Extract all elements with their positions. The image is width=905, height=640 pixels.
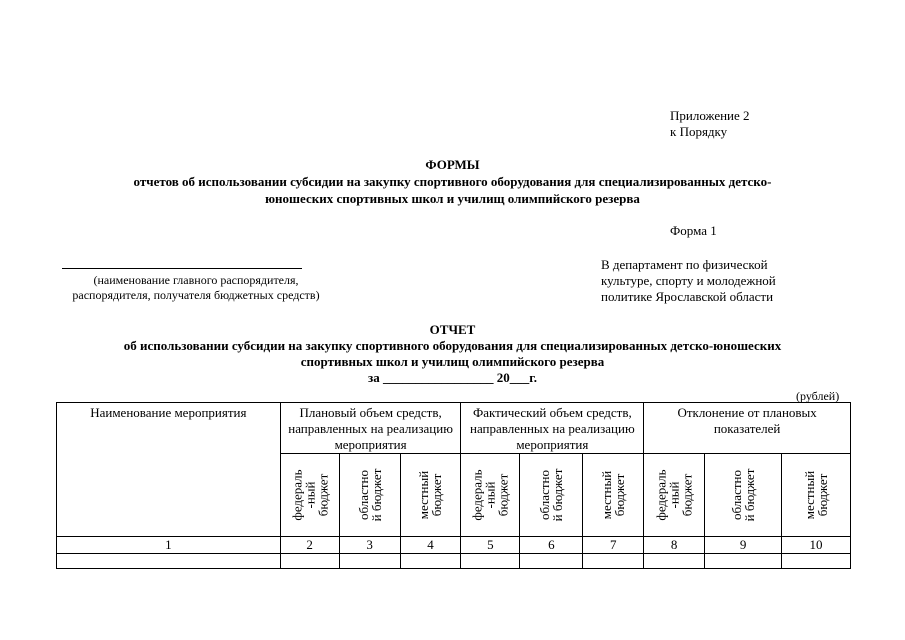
table-cell (339, 554, 400, 569)
sender-caption-line-1: (наименование главного распорядителя, (93, 273, 299, 287)
sender-line (62, 268, 302, 269)
report-heading (0, 322, 905, 386)
column-group-deviation-label: Отклонение от плановых показателей (677, 405, 817, 436)
table-cell (644, 554, 705, 569)
subheader-planned-local (400, 454, 461, 537)
table-cell (280, 554, 339, 569)
subheader-label: федераль -ный бюджет (289, 469, 331, 521)
table-cell (583, 554, 644, 569)
column-number: 5 (461, 537, 520, 554)
column-number: 7 (583, 537, 644, 554)
column-number: 9 (705, 537, 782, 554)
subheader-deviation-regional (705, 454, 782, 537)
column-number: 6 (520, 537, 583, 554)
column-number: 10 (782, 537, 851, 554)
recipient-block (601, 257, 776, 305)
report-period: за _________________ 20___г. (368, 370, 537, 385)
table-cell (400, 554, 461, 569)
subheader-label: областно й бюджет (537, 468, 566, 522)
column-number: 2 (280, 537, 339, 554)
table-empty-row (57, 554, 851, 569)
report-table (56, 402, 851, 569)
forms-subtitle-line-2: юношеских спортивных школ и училищ олимпийского резерва (265, 191, 640, 206)
table-header-row (57, 403, 851, 454)
forms-title: ФОРМЫ (425, 157, 480, 172)
subheader-planned-regional (339, 454, 400, 537)
appendix-line-2: к Порядку (670, 124, 728, 139)
column-number: 4 (400, 537, 461, 554)
column-group-planned-label: Плановый объем средств, направленных на реализацию мероприятия (288, 405, 453, 452)
report-subtitle-line-1: об использовании субсидии на закупку спортивного оборудования для специализированных детско-юношеских (123, 338, 782, 353)
subheader-deviation-local (782, 454, 851, 537)
column-header-event (57, 403, 281, 537)
subheader-deviation-federal (644, 454, 705, 537)
appendix-line-1: Приложение 2 (670, 108, 750, 123)
column-group-deviation (644, 403, 851, 454)
table-cell (705, 554, 782, 569)
forms-subtitle-line-1: отчетов об использовании субсидии на закупку спортивного оборудования для специализированных детско- (133, 174, 772, 189)
column-group-actual (461, 403, 644, 454)
units-label: (рублей) (796, 389, 840, 403)
subheader-actual-local (583, 454, 644, 537)
table-cell (57, 554, 281, 569)
column-numbers-row (57, 537, 851, 554)
report-title: ОТЧЕТ (429, 322, 476, 337)
column-number: 8 (644, 537, 705, 554)
recipient-line-1: В департамент по физической (601, 257, 768, 272)
sender-caption-line-2: распорядителя, получателя бюджетных средств) (72, 288, 320, 302)
column-header-event-label: Наименование мероприятия (90, 405, 247, 420)
subheader-actual-regional (520, 454, 583, 537)
subheader-planned-federal (280, 454, 339, 537)
subheader-label: местный бюджет (802, 470, 830, 520)
column-number: 1 (57, 537, 281, 554)
report-subtitle-line-2: спортивных школ и училищ олимпийского резерва (300, 354, 605, 369)
subheader-label: местный бюджет (599, 470, 628, 520)
table-cell (461, 554, 520, 569)
table-cell (520, 554, 583, 569)
form-number: Форма 1 (670, 223, 717, 238)
forms-heading (0, 156, 905, 207)
subheader-actual-federal (461, 454, 520, 537)
subheader-label: федераль -ный бюджет (469, 469, 511, 521)
subheader-label: федераль -ный бюджет (653, 469, 695, 521)
recipient-line-2: культуре, спорту и молодежной (601, 273, 776, 288)
column-group-planned (280, 403, 461, 454)
appendix-note (670, 108, 750, 140)
table-cell (782, 554, 851, 569)
sender-caption (55, 273, 337, 303)
subheader-label: областно й бюджет (355, 468, 384, 522)
column-group-actual-label: Фактический объем средств, направленных на реализацию мероприятия (470, 405, 635, 452)
recipient-line-3: политике Ярославской области (601, 289, 774, 304)
subheader-label: областно й бюджет (729, 468, 758, 522)
column-number: 3 (339, 537, 400, 554)
subheader-label: местный бюджет (416, 470, 445, 520)
